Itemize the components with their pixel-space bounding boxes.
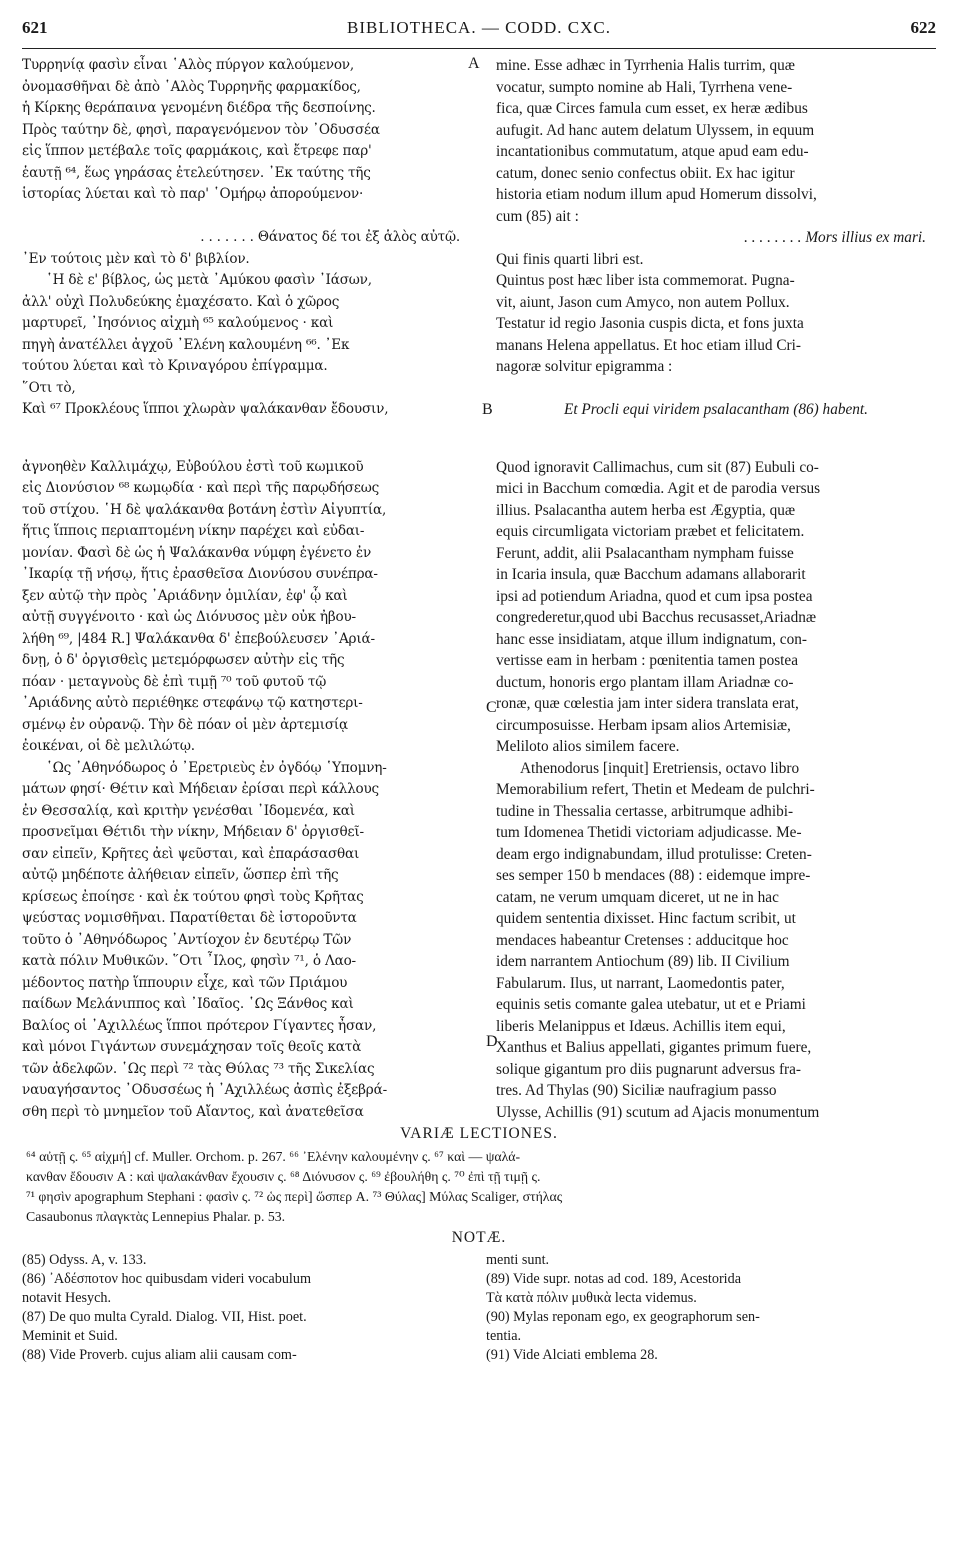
latin-line: mici in Bacchum comœdia. Agit et de parodia versus xyxy=(496,480,821,497)
book-page xyxy=(22,18,936,1528)
running-head xyxy=(22,18,936,49)
greek-column-bottom xyxy=(22,457,478,1124)
latin-line: Memorabilium refert, Thetin et Medeam de pulchri- xyxy=(496,781,815,798)
latin-line: fica, quæ Circes famula cum esset, ex heræ ædibus xyxy=(496,100,808,117)
latin-line: illius. Psalacantha autem herba est Ægyptia, quæ xyxy=(496,501,796,519)
greek-line: κρίσεως ἐποίησε · καὶ ἐκ τούτου φησὶ τοὺς Κρῆτας xyxy=(22,888,364,905)
verse-gap xyxy=(22,421,936,451)
note-line: Meminit et Suid. xyxy=(22,1328,118,1344)
note-line: (85) Odyss. A, v. 133. xyxy=(22,1252,147,1268)
latin-line: nagoræ solvitur epigramma : xyxy=(496,358,673,375)
greek-line: μάτων φησί· Θέτιν καὶ Μήδειαν ἐρίσαι περὶ κάλλους xyxy=(22,781,379,797)
latin-column-bottom xyxy=(478,457,936,1124)
greek-line: σαν εἰπεῖν, Κρῆτες ἀεὶ ψεῦσται, καὶ ἐπαράσασθαι xyxy=(22,845,360,862)
greek-line: τοῦτο ὁ ᾿Αθηνόδωρος ᾿Αντίοχον ἐν δευτέρῳ Τῶν xyxy=(22,931,352,948)
latin-line: Xanthus et Balius appellati, gigantes primum fuere, xyxy=(496,1039,812,1056)
greek-line: ψεύστας νομισθῆναι. Παρατίθεται δὲ ἱστοροῦντα xyxy=(22,910,357,926)
greek-line: ἐοικέναι, οἱ δὲ μελιλώτῳ. xyxy=(22,738,195,754)
notae-right-column xyxy=(474,1251,936,1365)
greek-line: καὶ μόνοι Γιγάντων συνεμάχησαν τοῖς θεοῖς κατὰ xyxy=(22,1039,362,1055)
greek-line: τούτου λύεται καὶ τὸ Κριναγόρου ἐπίγραμμα. xyxy=(22,358,328,374)
greek-line: ᾿Εν τούτοις μὲν καὶ τὸ δ' βιβλίον. xyxy=(22,250,250,267)
greek-line: πηγὴ ἀνατέλλει ἀγχοῦ ᾿Ελένη καλουμένη ⁶⁶. ᾿Εκ xyxy=(22,336,350,353)
latin-line: Qui finis quarti libri est. xyxy=(496,250,644,268)
note-line: (89) Vide supr. notas ad cod. 189, Acestorida xyxy=(486,1271,741,1287)
greek-line: μέδοντος πατὴρ ἵππουριν εἶχε, καὶ τῶν Πριάμου xyxy=(22,974,348,991)
latin-line: congrederetur,quod ubi Bacchus recusasset,Ariadnæ xyxy=(496,609,817,626)
latin-line: idem narrantem Antiochum (89) lib. II Civilium xyxy=(496,953,790,970)
note-line: notavit Hesych. xyxy=(22,1290,112,1306)
greek-line: Βαλίος οἱ ᾿Αχιλλέως ἵπποι πρότερον Γίγαντες ἦσαν, xyxy=(22,1017,377,1034)
latin-line: tudine in Thessalia certasse, arbitrumque adhibi- xyxy=(496,802,794,820)
note-line: (90) Mylas reponam ego, ex geographorum sen- xyxy=(486,1309,760,1325)
latin-line xyxy=(496,378,936,400)
latin-line: historia etiam nodum illum apud Homerum dissolvi, xyxy=(496,186,817,203)
latin-verse-line: Et Procli equi viridem psalacantham (86) habent. xyxy=(563,401,869,418)
greek-line: ἀλλ' οὐχὶ Πολυδεύκης ἐμαχέσατο. Καὶ ὁ χῶρος xyxy=(22,293,340,310)
latin-line: ses semper 150 b mendaces (88) : eidemque impre- xyxy=(496,867,811,884)
latin-line: tum Idomenea Thetidi victoriam adjudicasse. Me- xyxy=(496,824,802,841)
latin-line: cum (85) ait : xyxy=(496,207,579,225)
greek-line: λήθη ⁶⁹, |484 R.] Ψαλάκανθα δ' ἐπεβούλευσεν ᾿Αριά- xyxy=(22,630,375,647)
greek-line: ῾Ως ᾿Αθηνόδωρος ὁ ᾿Ερετριεὺς ἐν ὀγδόῳ ῾Υπομνη- xyxy=(46,759,387,776)
latin-line: manans Helena appellatus. Et hoc etiam illud Cri- xyxy=(496,336,801,354)
greek-line: ὀνομασθῆναι δὲ ἀπὸ ῾Αλὸς Τυρρηνῆς φαρμακίδος, xyxy=(22,78,361,95)
latin-line: Ulysse, Achillis (91) scutum ad Ajacis monumentum xyxy=(496,1103,820,1121)
variant-reading-line: κανθαν ἔδουσιν A : καὶ ψαλακάνθαν ἔχουσιν ς. ⁶⁸ Διόνυσον ς. ⁶⁹ ἐβουλήθη ς. ⁷⁰ ἐπὶ τῇ τιμῇ ς. xyxy=(26,1169,541,1184)
latin-line: Ferunt, addit, alii Psalacantham nympham fuisse xyxy=(496,544,794,562)
variant-reading-line: ⁶⁴ αὐτῇ ς. ⁶⁵ αἰχμή] cf. Muller. Orchom. p. 267. ⁶⁶ ᾿Ελένην καλουμένην ς. ⁶⁷ καὶ — ψαλά- xyxy=(26,1149,521,1164)
greek-line: ᾿Αριάδνης αὐτὸ περιέθηκε στεφάνῳ τῷ κατηστερι- xyxy=(22,695,363,711)
greek-column-top xyxy=(22,55,478,421)
note-line: (86) ᾿Αδέσποτον hoc quibusdam videri vocabulum xyxy=(22,1271,311,1287)
latin-line: mendaces habeantur Cretenses : adducitque hoc xyxy=(496,931,789,949)
variae-lectiones-title: VARIÆ LECTIONES. xyxy=(400,1125,558,1142)
greek-line: ἡ Κίρκης θεράπαινα γενομένη διέδρα τῆς δεσποίνης. xyxy=(22,100,376,116)
greek-line: Πρὸς ταύτην δὲ, φησὶ, παραγενόμενον τὸν ᾿Οδυσσέα xyxy=(22,121,380,138)
greek-line: εἰς ἵππον μετέβαλε τοῖς φαρμάκοις, καὶ ἔτρεφε παρ' xyxy=(22,143,372,159)
greek-line: ἱστορίας λύεται καὶ τὸ παρ' ῾Ομήρῳ ἀπορούμενον· xyxy=(22,186,364,202)
latin-line: catum, donec senio confectus obiit. Ex hac igitur xyxy=(496,164,795,182)
margin-marker-a: A xyxy=(468,55,480,72)
latin-line: deam ergo indignabundam, illud protulisse: Creten- xyxy=(496,845,812,863)
greek-line xyxy=(22,206,470,228)
variae-lectiones xyxy=(22,1147,936,1227)
latin-line: Meliloto alios similem facere. xyxy=(496,738,680,755)
greek-line: προσνεῖμαι Θέτιδι τὴν νίκην, Μήδειαν δ' ὀργισθεῖ- xyxy=(22,824,364,840)
latin-line: catam, ne verum umquam diceret, ut ne in hac xyxy=(496,888,779,906)
variant-reading-line: ⁷¹ φησὶν apographum Stephani : φασὶν ς. ⁷² ὡς περὶ] ὥσπερ A. ⁷³ Θύλας] Μύλας Scaliger, στήλας xyxy=(26,1189,563,1204)
greek-verse-line: Καὶ ⁶⁷ Προκλέους ἵπποι χλωρὰν ψαλάκανθαν ἔδουσιν, xyxy=(22,401,389,417)
running-title: BIBLIOTHECA. — CODD. CXC. xyxy=(347,18,611,37)
latin-line: Quod ignoravit Callimachus, cum sit (87) Eubuli co- xyxy=(496,458,819,476)
greek-line: τοῦ στίχου. ῾Η δὲ ψαλάκανθα βοτάνη ἐστὶν Αἰγυπτία, xyxy=(22,501,387,518)
latin-line: circumposuisse. Herbam ipsam alios Artemisiæ, xyxy=(496,716,791,734)
greek-line: ἥτις ἵπποις περιαπτομένη νίκην παρέχει καὶ εὐδαι- xyxy=(22,523,365,539)
greek-verse-line: . . . . . . . Θάνατος δέ τοι ἐξ ἁλὸς αὐτῷ. xyxy=(200,229,460,245)
latin-line: equinis setis comante galea utebatur, ut et e Priami xyxy=(496,996,806,1013)
greek-line: δνῃ, ὁ δ' ὀργισθεὶς μετεμόρφωσεν αὐτὴν εἰς τῆς xyxy=(22,652,345,668)
greek-line: Τυρρηνίᾳ φασὶν εἶναι ῾Αλὸς πύργον καλούμενον, xyxy=(22,57,354,73)
margin-marker-b: B xyxy=(482,401,493,418)
greek-line: ξεν αὐτῷ τὴν πρὸς ᾿Αριάδνην ὁμιλίαν, ἐφ' ᾧ καὶ xyxy=(22,587,348,604)
variant-reading-line: Casaubonus πλαγκτὰς Lennepius Phalar. p. 53. xyxy=(26,1209,286,1224)
latin-line: Athenodorus [inquit] Eretriensis, octavo libro xyxy=(520,759,800,777)
greek-line: ἑαυτῇ ⁶⁴, ἕως γηράσας ἐτελεύτησεν. ᾿Εκ ταύτης τῆς xyxy=(22,164,371,181)
latin-line: equis circumligata victoriam præbet et felicitatem. xyxy=(496,523,805,540)
latin-line: quidem sententia dixisset. Hinc factum scribit, ut xyxy=(496,910,796,927)
note-line: (88) Vide Proverb. cujus aliam alii causam com- xyxy=(22,1347,297,1363)
margin-marker-d: D xyxy=(486,1032,498,1050)
latin-line: hanc esse insidiatam, atque illum indignatum, con- xyxy=(496,630,807,648)
greek-line: παίδων Μελάνιππος καὶ ᾿Ιδαῖος. ῾Ως Ξάνθος καὶ xyxy=(22,996,354,1012)
page-number-right: 622 xyxy=(910,18,936,37)
latin-line: Fabularum. Ilus, ut narrant, Laomedontis pater, xyxy=(496,974,785,992)
note-line: Τὰ κατὰ πόλιν μυθικὰ lecta videmus. xyxy=(486,1290,697,1306)
latin-line: tres. Ad Thylas (90) Siciliæ naufragium passo xyxy=(496,1082,777,1099)
latin-line: ipsi ad potiendum Ariadna, quod et cum ipsa postea xyxy=(496,587,813,605)
margin-marker-c: C xyxy=(486,698,497,716)
latin-line: Testatur id regio Jasonia cuspis dicta, et fons juxta xyxy=(496,315,804,332)
latin-line: mine. Esse adhæc in Tyrrhenia Halis turrim, quæ xyxy=(496,57,796,74)
greek-line: ἐν Θεσσαλίᾳ, καὶ κριτὴν γενέσθαι ᾿Ιδομενέα, καὶ xyxy=(22,802,355,819)
latin-column-top xyxy=(478,55,936,421)
notae-title: NOTÆ. xyxy=(451,1229,507,1246)
greek-line: μονίαν. Φασὶ δὲ ὡς ἡ Ψαλάκανθα νύμφη ἐγένετο ἐν xyxy=(22,544,372,561)
greek-line: αὐτῷ μηδέποτε ἀλήθειαν εἰπεῖν, ὥσπερ ἐπὶ τῆς xyxy=(22,867,339,883)
latin-line: ronæ, quæ cœlestia jam inter sidera translata erat, xyxy=(496,695,799,712)
note-line: (87) De quo multa Cyrald. Dialog. VII, Hist. poet. xyxy=(22,1309,307,1325)
latin-line: in Icaria insula, quæ Bacchum adamans allaborarit xyxy=(496,566,806,583)
note-line: (91) Vide Alciati emblema 28. xyxy=(486,1347,658,1363)
bottom-columns xyxy=(22,457,936,1124)
greek-line: ἀγνοηθὲν Καλλιμάχῳ, Εὐβούλου ἐστὶ τοῦ κωμικοῦ xyxy=(22,458,364,475)
latin-line: solique gigantum pro diis pugnarunt adversus fra- xyxy=(496,1060,802,1078)
latin-line: Quintus post hæc liber ista commemorat. Pugna- xyxy=(496,272,795,289)
notae xyxy=(22,1251,936,1365)
greek-line: ῾Η δὲ ε' βίβλος, ὡς μετὰ ᾿Αμύκου φασὶν ᾿Ιάσων, xyxy=(46,272,372,288)
note-line: menti sunt. xyxy=(486,1252,550,1268)
latin-line: aufugit. Ad hanc autem delatum Ulyssem, in equum xyxy=(496,121,815,139)
greek-line: κατὰ πόλιν Μυθικῶν. ῞Οτι ῏Ιλος, φησὶν ⁷¹, ὁ Λαο- xyxy=(22,953,356,969)
latin-line: vit, aiunt, Jason cum Amyco, non autem Pollux. xyxy=(496,293,790,311)
greek-line: τῶν ἀδελφῶν. ῾Ως περὶ ⁷² τὰς Θύλας ⁷³ τῆς Σικελίας xyxy=(22,1060,375,1077)
latin-line: ductum, honoris ergo plantam illam Ariadnæ co- xyxy=(496,673,794,691)
notae-left-column xyxy=(22,1251,474,1365)
latin-line: liberis Melanippus et Idæus. Achillis item equi, xyxy=(496,1017,786,1035)
greek-line: ῞Οτι τὸ, xyxy=(22,379,76,396)
greek-line: πόαν · μεταγνοὺς δὲ ἐπὶ τιμῇ ⁷⁰ τοῦ φυτοῦ τῷ xyxy=(22,673,327,690)
latin-line: incantationibus commutatum, atque apud eam edu- xyxy=(496,143,809,160)
top-columns xyxy=(22,55,936,421)
greek-line: μαρτυρεῖ, ᾿Ιησόνιος αἰχμὴ ⁶⁵ καλούμενος · καὶ xyxy=(22,315,334,331)
greek-line: ᾿Ικαρίᾳ τῇ νήσῳ, ἥτις ἐρασθεῖσα Διονύσου συνέπρα- xyxy=(22,566,378,582)
greek-line: σθη περὶ τὸ μνημεῖον τοῦ Αἴαντος, καὶ ἀνατεθεῖσα xyxy=(22,1103,364,1120)
greek-line: ναυαγήσαντος ᾿Οδυσσέως ἡ ᾿Αχιλλέως ἀσπὶς ἐξεβρά- xyxy=(22,1082,387,1098)
latin-verse-line: . . . . . . . . Mors illius ex mari. xyxy=(744,229,926,246)
latin-line: vertisse eam in herbam : pœnitentia tamen postea xyxy=(496,652,799,669)
greek-line: αὐτῇ συγγένοιτο · καὶ ὡς Διόνυσος μὲν οὐκ ἠβου- xyxy=(22,609,356,625)
greek-line: σμένῳ ἐν οὐρανῷ. Τὴν δὲ πόαν οἱ μὲν ἀρτεμισίᾳ xyxy=(22,716,349,733)
note-line: tentia. xyxy=(486,1328,522,1344)
greek-line: εἰς Διονύσιον ⁶⁸ κωμῳδία · καὶ περὶ τῆς παρῳδήσεως xyxy=(22,480,380,496)
page-number-left: 621 xyxy=(22,18,48,37)
latin-line: vocatur, sumpto nomine ab Hali, Tyrrhena vene- xyxy=(496,78,793,96)
